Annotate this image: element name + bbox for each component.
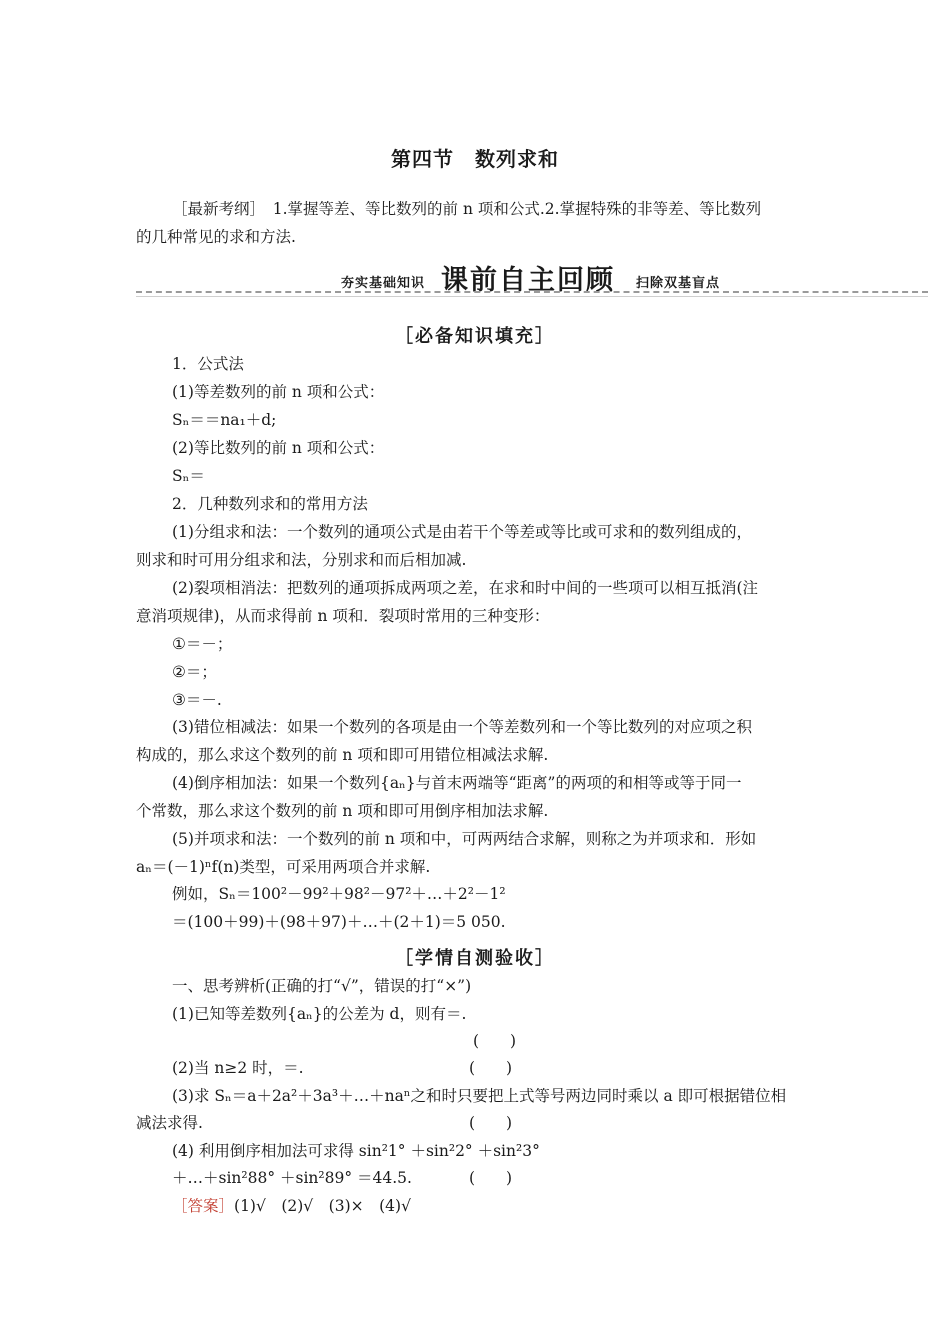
question-line: 减法求得. [136, 1114, 203, 1132]
formula-line: ②＝； [172, 663, 217, 681]
question-line: (3)求 Sₙ＝a＋2a²＋3a³＋…＋naⁿ之和时只要把上式等号两边同时乘以 a 即可根据错位相 [172, 1087, 787, 1105]
text-line: (5)并项求和法：一个数列的前 n 项和中，可两两结合求解，则称之为并项求和．形如 [172, 830, 757, 848]
answer-blank: ( ) [469, 1059, 513, 1077]
text-line: 2．几种数列求和的常用方法 [172, 495, 368, 513]
question-line: (1)已知等差数列{aₙ}的公差为 d，则有＝. [172, 1005, 467, 1023]
answer-tag: ［答案］ [172, 1197, 235, 1215]
text-line: 意消项规律)，从而求得前 n 项和．裂项时常用的三种变形： [136, 607, 550, 625]
text-line: 一、思考辨析(正确的打“√”，错误的打“×”) [172, 977, 472, 995]
text-line: aₙ＝(－1)ⁿf(n)类型，可采用两项合并求解. [136, 858, 431, 876]
text-line: (2)裂项相消法：把数列的通项拆成两项之差，在求和时中间的一些项可以相互抵消(注 [172, 579, 759, 597]
banner-right-text: 扫除双基盲点 [636, 276, 721, 291]
banner-title: 课前自主回顾 [441, 265, 615, 296]
answer-blank: ( ) [473, 1032, 517, 1050]
syllabus-line-1: ［最新考纲］ 1.掌握等差、等比数列的前 n 项和公式.2.掌握特殊的非等差、等比数列 [172, 200, 762, 218]
banner-divider [136, 291, 928, 293]
text-line: 构成的，那么求这个数列的前 n 项和即可用错位相减法求解. [136, 746, 549, 764]
question-line: ＋…＋sin²88° ＋sin²89° ＝44.5. [172, 1169, 412, 1187]
answer-line [172, 1196, 411, 1216]
text-line: 则求和时可用分组求和法，分别求和而后相加减. [136, 551, 467, 569]
question-line: (2)当 n≥2 时，＝. [172, 1059, 304, 1077]
banner-left-text: 夯实基础知识 [341, 276, 426, 291]
answer-text: (1)√ (2)√ (3)× (4)√ [234, 1197, 411, 1215]
text-line: (2)等比数列的前 n 项和公式： [172, 439, 385, 457]
formula-line: Sₙ＝＝na₁＋d; [172, 411, 277, 429]
text-line: (1)分组求和法：一个数列的通项公式是由若干个等差或等比或可求和的数列组成的， [172, 523, 752, 541]
text-line: 1．公式法 [172, 355, 244, 373]
text-line: 个常数，那么求这个数列的前 n 项和即可用倒序相加法求解. [136, 802, 549, 820]
page-title: 第四节 数列求和 [391, 147, 559, 171]
formula-line: Sₙ＝ [172, 467, 205, 485]
formula-line: ＝(100＋99)＋(98＋97)＋…＋(2＋1)＝5 050. [172, 913, 506, 931]
formula-line: ①＝－； [172, 635, 233, 653]
answer-blank: ( ) [469, 1114, 513, 1132]
formula-line: 例如，Sₙ＝100²－99²＋98²－97²＋…＋2²－1² [172, 885, 506, 903]
syllabus-line-2: 的几种常见的求和方法. [136, 228, 296, 246]
formula-line: ③＝－. [172, 691, 222, 709]
section-heading-selftest: ［学情自测验收］ [395, 948, 555, 969]
banner-divider-secondary [136, 296, 928, 297]
text-line: (3)错位相减法：如果一个数列的各项是由一个等差数列和一个等比数列的对应项之积 [172, 718, 752, 736]
answer-blank: ( ) [469, 1169, 513, 1187]
question-line: (4) 利用倒序相加法可求得 sin²1° ＋sin²2° ＋sin²3° [172, 1142, 540, 1160]
text-line: (4)倒序相加法：如果一个数列{aₙ}与首末两端等“距离”的两项的和相等或等于同一 [172, 774, 742, 792]
section-heading-knowledge: ［必备知识填充］ [395, 326, 555, 347]
section-banner [136, 256, 928, 300]
text-line: (1)等差数列的前 n 项和公式： [172, 383, 385, 401]
